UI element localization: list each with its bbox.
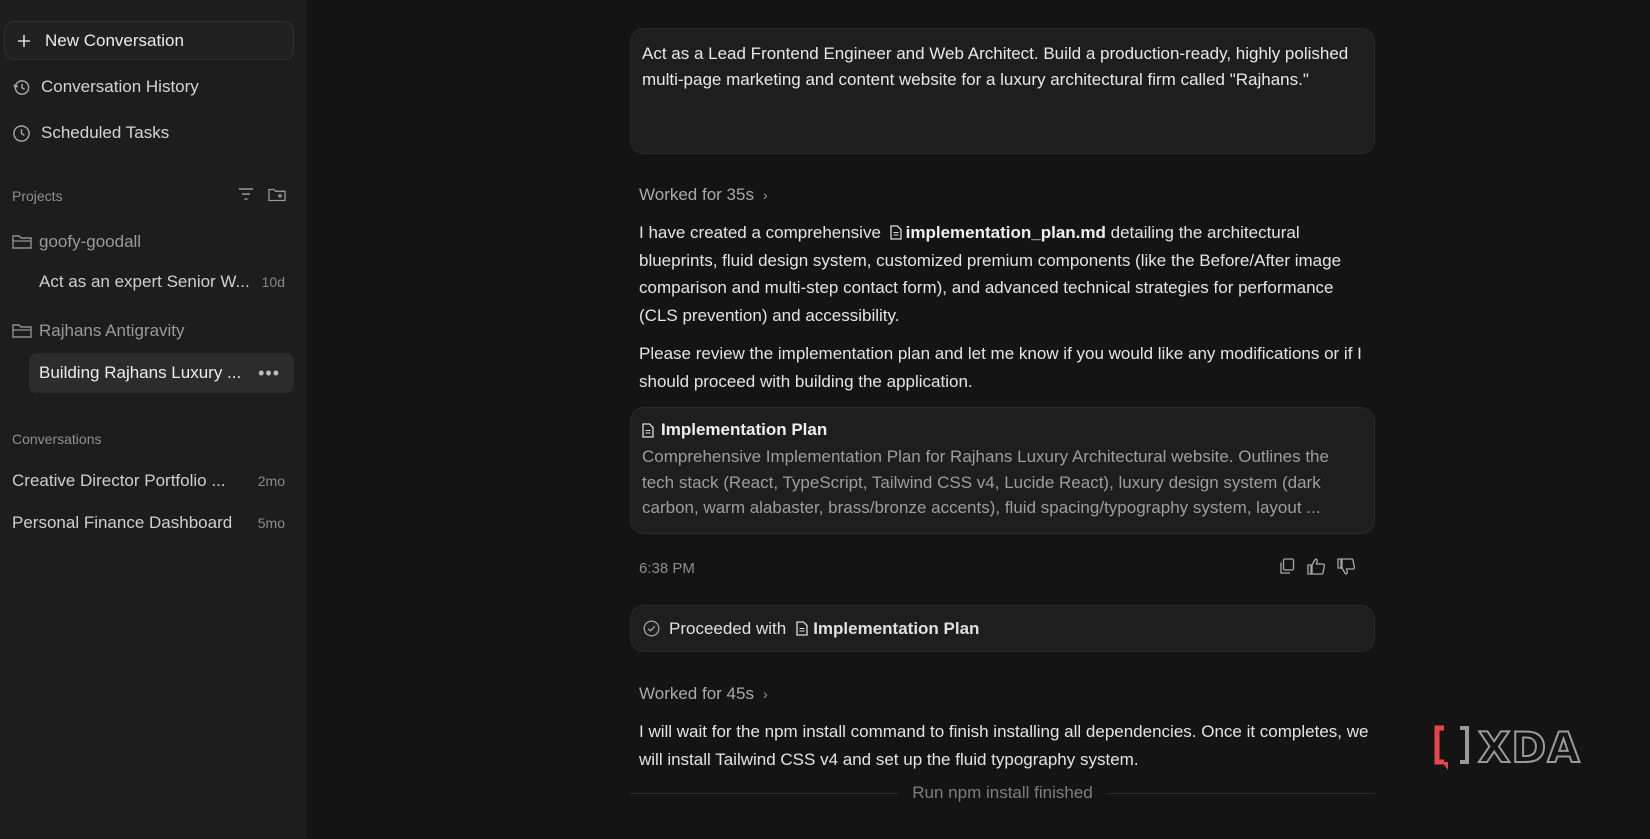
project-rajhans-antigravity[interactable] <box>12 321 185 341</box>
proceeded-label: Proceeded with <box>669 618 787 638</box>
conversations-heading: Conversations <box>12 431 102 447</box>
plan-card-title-text: Implementation Plan <box>661 420 828 439</box>
plus-icon <box>17 34 31 48</box>
watermark-text: XDA <box>1478 723 1581 772</box>
file-icon <box>796 621 808 636</box>
copy-icon[interactable] <box>1279 558 1295 575</box>
proceeded-plan-label: Implementation Plan <box>813 618 980 638</box>
folder-icon <box>12 323 32 339</box>
conversation-title: Personal Finance Dashboard <box>12 513 233 532</box>
conversation-age: 2mo <box>257 473 285 489</box>
proceeded-plan-link[interactable] <box>796 619 979 639</box>
status-divider-label: Run npm install finished <box>912 783 1093 802</box>
status-divider <box>630 781 1375 805</box>
history-icon <box>12 78 31 97</box>
filter-icon[interactable] <box>238 187 254 202</box>
reply-text: detailing the architectural blueprints, fluid design system, customized premium components (like the Before/After image comparison and multi-step contact form), and advanced technical strategies for performance (CLS prevention) and accessibility. <box>639 223 1342 325</box>
file-link-label: implementation_plan.md <box>905 223 1106 242</box>
sidebar <box>0 0 306 839</box>
scheduled-tasks-label: Scheduled Tasks <box>41 123 170 142</box>
worked-toggle[interactable] <box>639 185 768 205</box>
conversation-age: 5mo <box>257 515 285 531</box>
projects-tools <box>238 187 286 202</box>
project-goofy-goodall[interactable] <box>12 232 141 252</box>
folder-icon <box>12 234 32 250</box>
thread-item[interactable] <box>39 272 285 292</box>
worked-label: Worked for 45s <box>639 684 754 703</box>
xda-watermark <box>1434 723 1581 772</box>
conversation-item[interactable] <box>12 513 285 533</box>
xda-logo-icon <box>1434 724 1474 772</box>
project-name: goofy-goodall <box>39 232 142 251</box>
proceeded-banner <box>630 605 1375 652</box>
user-prompt-bubble: Act as a Lead Frontend Engineer and Web Architect. Build a production-ready, highly polished multi-page marketing and content website for a luxury architectural firm called "Rajhans." <box>630 28 1375 154</box>
reply-text: I have created a comprehensive <box>639 223 881 242</box>
conversation-history-label: Conversation History <box>41 77 199 96</box>
divider-line <box>630 793 898 794</box>
new-conversation-label: New Conversation <box>45 30 184 50</box>
plan-card-title <box>642 420 1363 440</box>
thread-title: Act as an expert Senior W... <box>39 272 250 291</box>
worked-label: Worked for 35s <box>639 185 754 204</box>
new-folder-icon[interactable] <box>268 187 286 202</box>
file-icon <box>642 423 654 438</box>
new-conversation-button[interactable] <box>4 21 294 60</box>
plan-card-description: Comprehensive Implementation Plan for Rajhans Luxury Architectural website. Outlines the tech stack (React, TypeScript, Tailwind CSS v4, Lucide React), luxury design system (dark carbon, warm alabaster, brass/bronze accents), fluid spacing/typography system, layout ... <box>642 447 1329 517</box>
assistant-reply: Please review the implementation plan and let me know if you would like any modifications or if I should proceed with building the application. <box>639 344 1362 391</box>
thread-item-active[interactable] <box>29 353 294 393</box>
thread-age: 10d <box>261 274 285 290</box>
chevron-right-icon: › <box>762 686 768 702</box>
more-options-icon[interactable]: ••• <box>258 362 280 383</box>
chevron-right-icon: › <box>762 187 768 203</box>
scheduled-tasks-link[interactable] <box>12 123 169 143</box>
conversation-history-link[interactable] <box>12 77 199 97</box>
implementation-plan-card[interactable] <box>630 407 1375 534</box>
conversation-item[interactable] <box>12 471 285 491</box>
conversation-title: Creative Director Portfolio ... <box>12 471 226 490</box>
project-name: Rajhans Antigravity <box>39 321 185 340</box>
projects-heading: Projects <box>12 188 63 204</box>
divider-line <box>1107 793 1375 794</box>
assistant-reply <box>639 219 1369 329</box>
message-timestamp: 6:38 PM <box>639 560 695 577</box>
thread-title: Building Rajhans Luxury ... <box>39 363 242 382</box>
thumbs-up-icon[interactable] <box>1307 558 1325 575</box>
chat-panel <box>306 0 1650 839</box>
worked-toggle[interactable] <box>639 684 768 704</box>
file-icon <box>890 225 902 240</box>
clock-icon <box>12 124 31 143</box>
message-actions <box>1279 558 1355 575</box>
thumbs-down-icon[interactable] <box>1337 558 1355 575</box>
assistant-reply: I will wait for the npm install command to finish installing all dependencies. Once it completes, we will install Tailwind CSS v4 and set up the fluid typography system. <box>639 722 1369 769</box>
file-link[interactable] <box>886 223 1106 242</box>
check-circle-icon <box>643 620 660 637</box>
